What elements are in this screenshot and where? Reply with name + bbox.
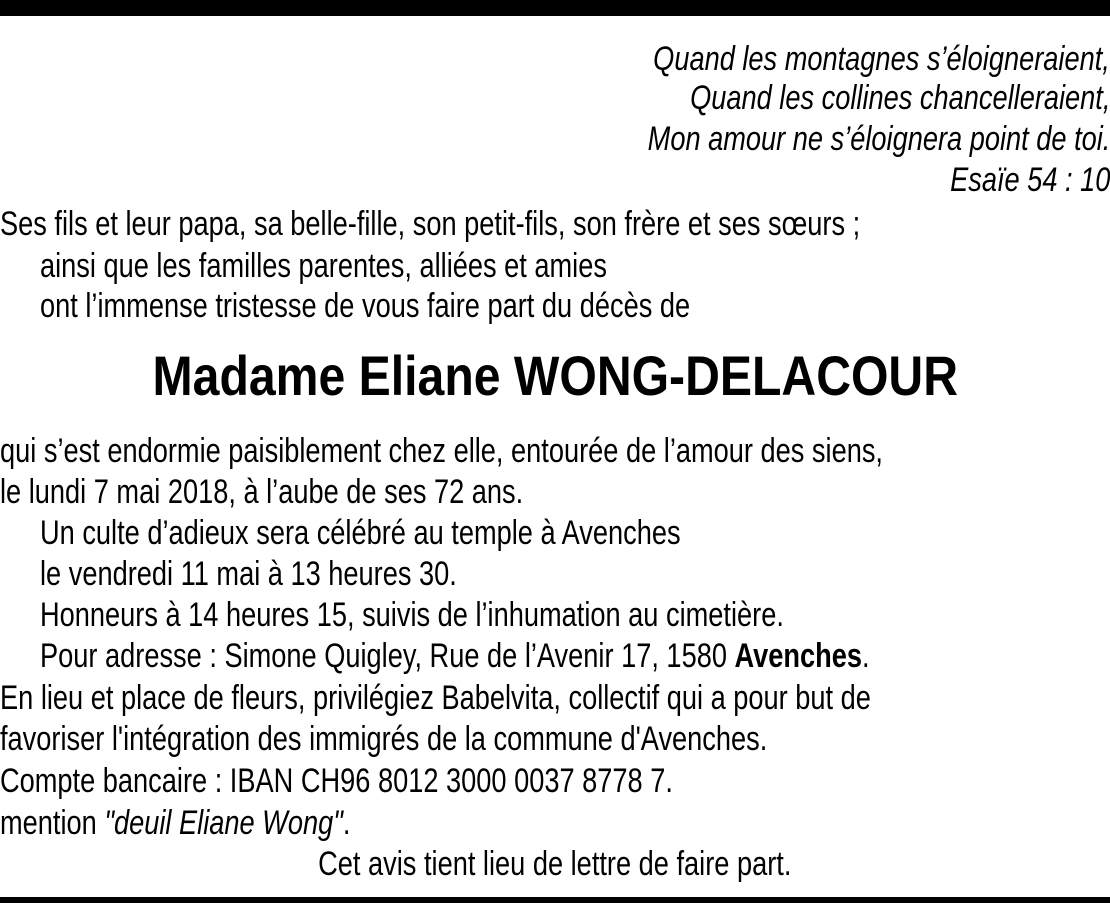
mention-prefix: mention: [0, 804, 105, 842]
footer-note: [0, 845, 1110, 883]
address-line: [40, 637, 870, 675]
family-line-2: ainsi que les familles parentes, alliées et amies: [40, 247, 607, 285]
top-border-rule: [0, 0, 1110, 16]
family-line-1: Ses fils et leur papa, sa belle-fille, son petit-fils, son frère et ses sœurs ;: [0, 205, 861, 243]
donation-line-2: favoriser l'intégration des immigrés de la commune d'Avenches.: [0, 720, 768, 758]
verse-line-1: Quand les montagnes s’éloigneraient,: [653, 40, 1110, 78]
mention-line: [0, 804, 350, 842]
verse-line-2: Quand les collines chancelleraient,: [689, 79, 1110, 117]
address-city: Avenches: [734, 637, 863, 675]
family-line-3: ont l’immense tristesse de vous faire part du décès de: [40, 287, 691, 325]
ceremony-line-1: Un culte d’adieux sera célébré au temple à Avenches: [40, 514, 681, 552]
address-prefix: Pour adresse : Simone Quigley, Rue de l’Avenir 17, 1580: [40, 637, 735, 675]
footer-note-text: Cet avis tient lieu de lettre de faire part.: [318, 845, 792, 883]
deceased-name-text: Madame Eliane WONG-DELACOUR: [152, 344, 958, 407]
mention-text: "deuil Eliane Wong": [104, 804, 343, 842]
donation-line-1: En lieu et place de fleurs, privilégiez Babelvita, collectif qui a pour but de: [0, 679, 871, 717]
bank-account-line: Compte bancaire : IBAN CH96 8012 3000 0037 8778 7.: [0, 762, 673, 800]
deceased-name: [0, 344, 1110, 408]
verse-line-3: Mon amour ne s’éloignera point de toi.: [647, 120, 1110, 158]
details-line-1: qui s’est endormie paisiblement chez elle, entourée de l’amour des siens,: [0, 432, 883, 470]
verse-reference: Esaïe 54 : 10: [949, 161, 1110, 199]
details-line-2: le lundi 7 mai 2018, à l’aube de ses 72 ans.: [0, 473, 524, 511]
mention-suffix: .: [342, 804, 351, 842]
ceremony-line-2: le vendredi 11 mai à 13 heures 30.: [40, 555, 457, 593]
ceremony-line-3: Honneurs à 14 heures 15, suivis de l’inhumation au cimetière.: [40, 596, 784, 634]
bottom-border-rule: [0, 897, 1110, 903]
address-suffix: .: [862, 637, 870, 675]
